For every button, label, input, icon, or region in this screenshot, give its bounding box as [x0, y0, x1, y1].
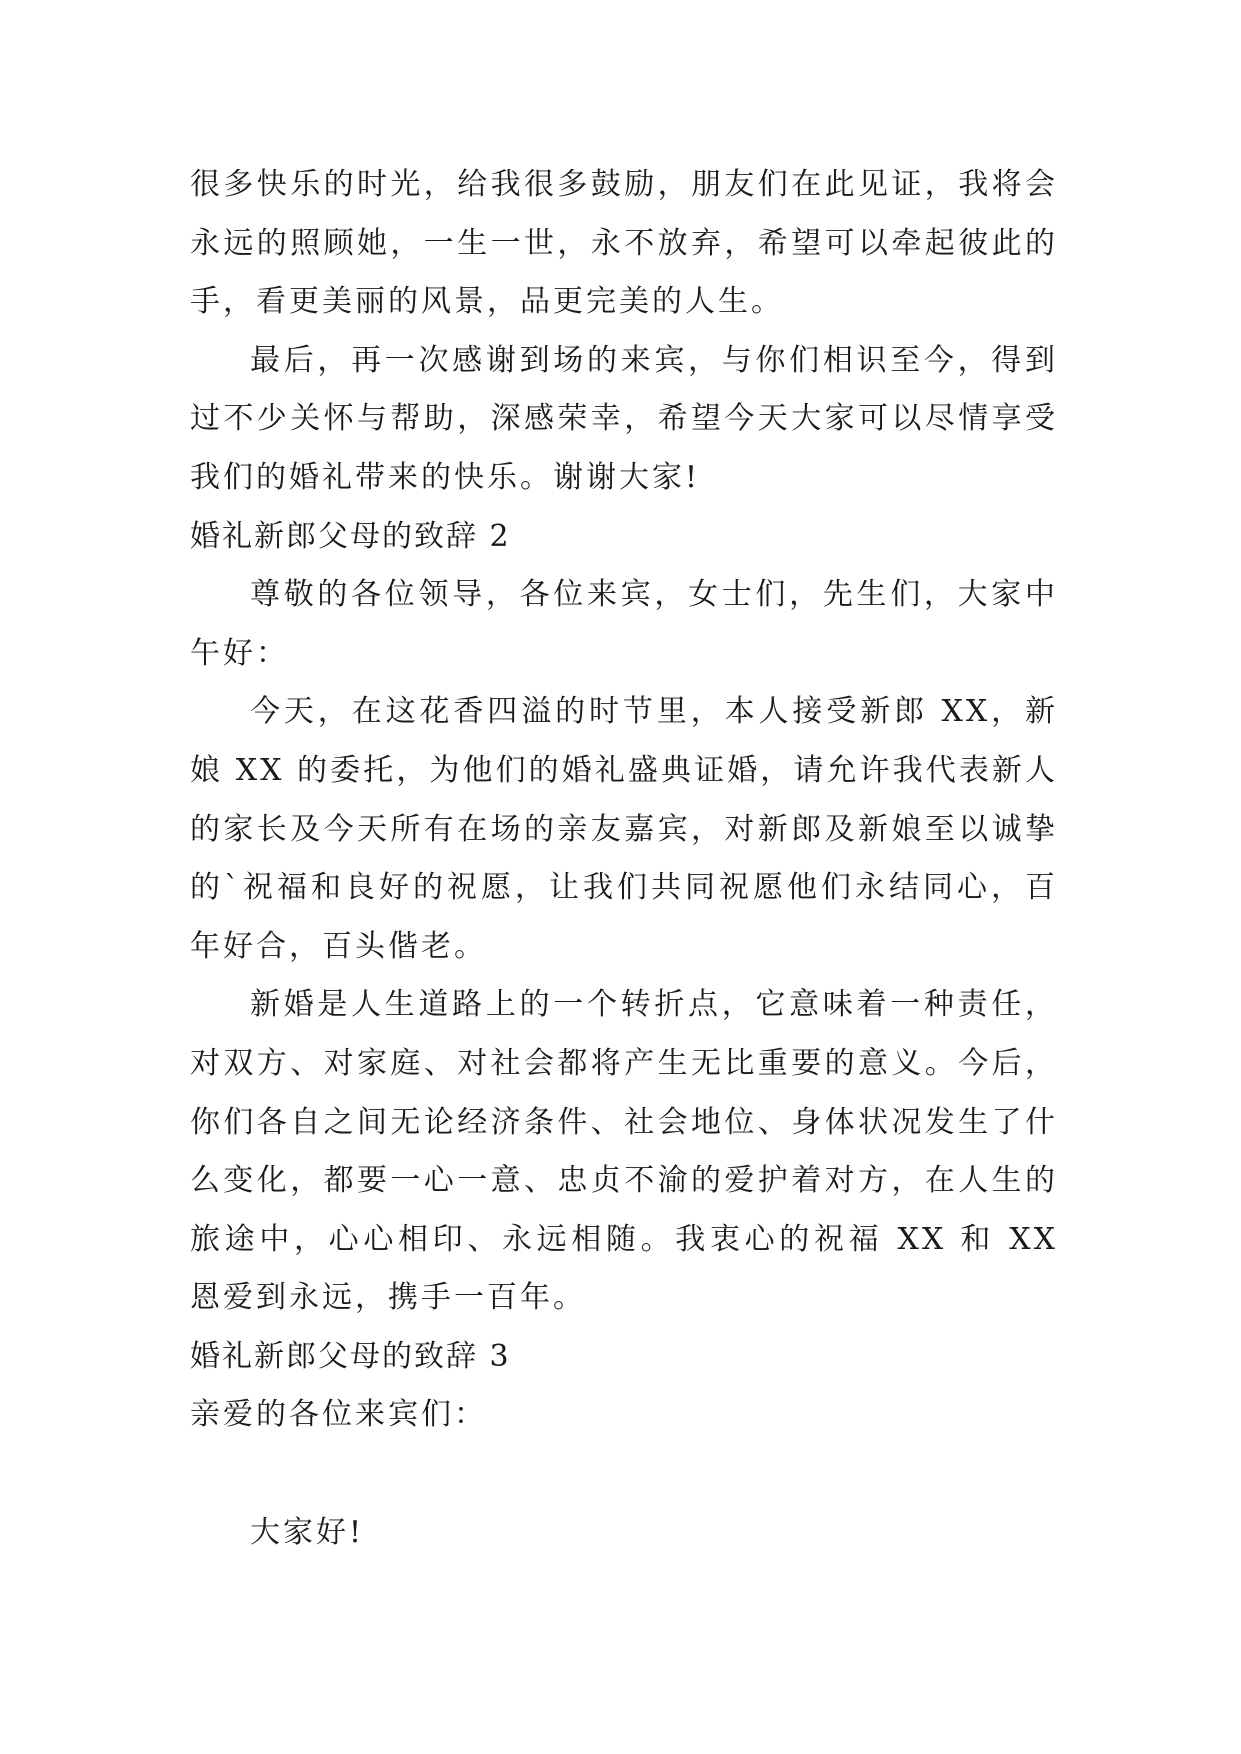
- paragraph-salutation: 亲爱的各位来宾们：: [190, 1397, 487, 1433]
- section-heading-2: 婚礼新郎父母的致辞 2: [190, 518, 511, 554]
- paragraph-marriage-meaning: 新婚是人生道路上的一个转折点，它意味着一种责任，对双方、对家庭、对社会都将产生无比重要的意义。今后，你们各自之间无论经济条件、社会地位、身体状况发生了什么变化，都要一心一意、忠贞不渝的爱护着对方，在人生的旅途中，心心相印、永远相随。我衷心的祝福 XX 和 XX 恩爱到永远，携手一百年。: [190, 987, 1058, 1316]
- paragraph-closing-thanks: 最后，再一次感谢到场的来宾，与你们相识至今，得到过不少关怀与帮助，深感荣幸，希望今天大家可以尽情享受我们的婚礼带来的快乐。谢谢大家!: [190, 342, 1058, 495]
- paragraph-hello: 大家好!: [250, 1514, 365, 1550]
- blank-line: [190, 1445, 1058, 1504]
- paragraph-entrusted: 今天，在这花香四溢的时节里，本人接受新郎 XX，新娘 XX 的委托，为他们的婚礼盛典证婚，请允许我代表新人的家长及今天所有在场的亲友嘉宾，对新郎及新娘至以诚挚的`祝福和良好的祝愿，让我们共同祝愿他们永结同心，百年好合，百头偕老。: [190, 694, 1058, 964]
- paragraph-continued: 很多快乐的时光，给我很多鼓励，朋友们在此见证，我将会永远的照顾她，一生一世，永不放弃，希望可以牵起彼此的手，看更美丽的风景，品更完美的人生。: [190, 167, 1058, 320]
- section-heading-3: 婚礼新郎父母的致辞 3: [190, 1338, 511, 1374]
- paragraph-greeting: 尊敬的各位领导，各位来宾，女士们，先生们，大家中午好：: [190, 577, 1058, 671]
- document-body: [190, 156, 1058, 1562]
